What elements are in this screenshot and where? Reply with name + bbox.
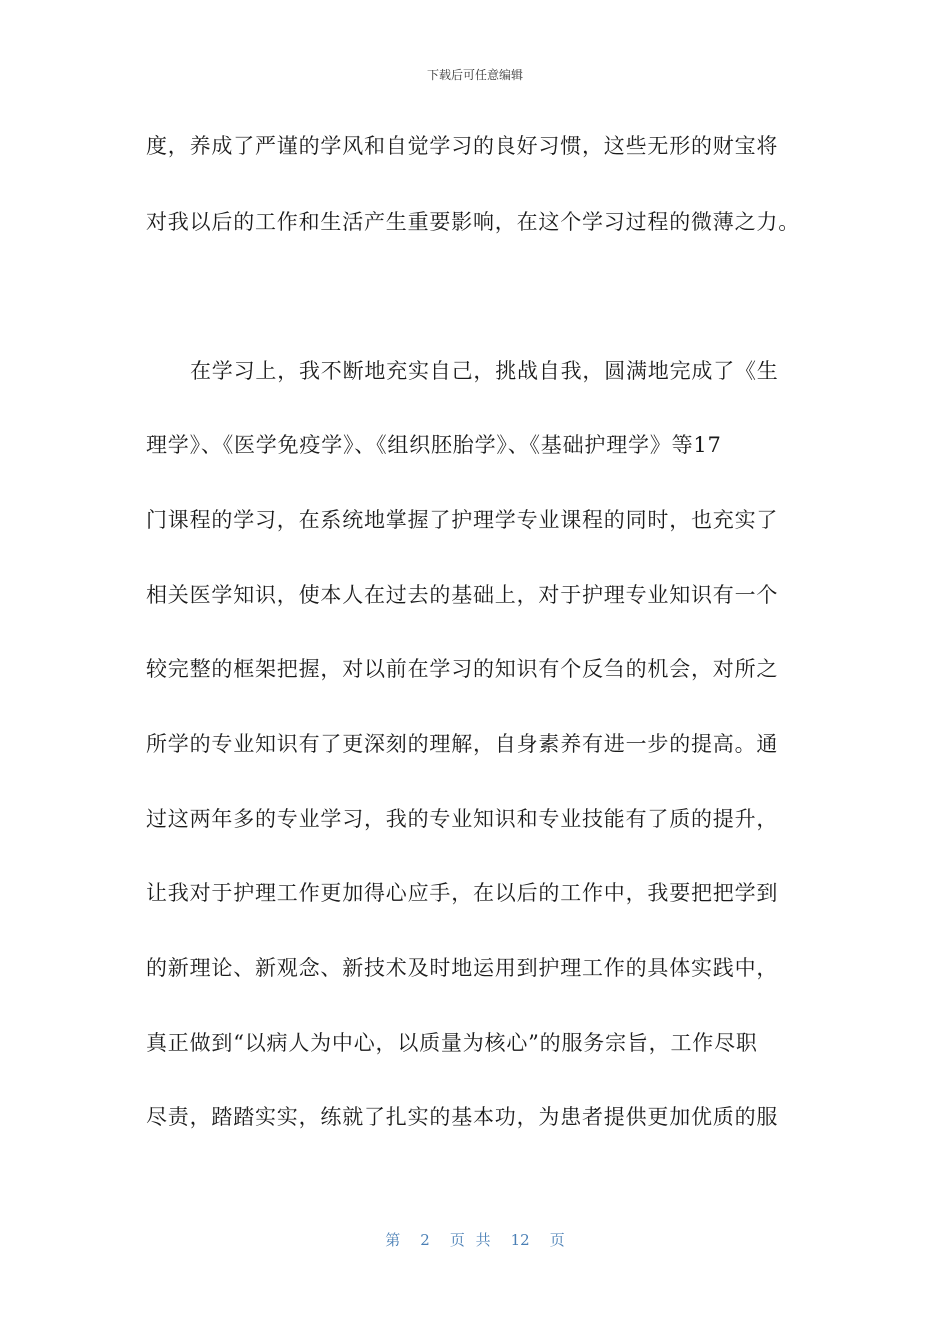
body-line: 门课程的学习，在系统地掌握了护理学专业课程的同时，也充实了 bbox=[146, 508, 779, 532]
current-page-number: 2 bbox=[420, 1231, 430, 1249]
body-line: 尽责，踏踏实实，练就了扎实的基本功，为患者提供更加优质的服 bbox=[146, 1105, 779, 1129]
page-header-note: 下载后可任意编辑 bbox=[426, 68, 523, 82]
body-line: 度，养成了严谨的学风和自觉学习的良好习惯，这些无形的财宝将 bbox=[146, 134, 779, 158]
page-label-prefix: 第 bbox=[385, 1231, 401, 1249]
page-label-suffix: 页 bbox=[549, 1231, 565, 1249]
body-line: 理学》、《医学免疫学》、《组织胚胎学》、《基础护理学》等17 bbox=[146, 433, 722, 457]
page-number-footer bbox=[0, 1229, 950, 1250]
body-line: 较完整的框架把握，对以前在学习的知识有个反刍的机会，对所之 bbox=[146, 657, 779, 681]
body-line: 对我以后的工作和生活产生重要影响，在这个学习过程的微薄之力。 bbox=[146, 210, 800, 234]
body-line: 所学的专业知识有了更深刻的理解，自身素养有进一步的提高。通 bbox=[146, 732, 779, 756]
body-line: 相关医学知识，使本人在过去的基础上，对于护理专业知识有一个 bbox=[146, 583, 779, 607]
body-line: 让我对于护理工作更加得心应手，在以后的工作中，我要把把学到 bbox=[146, 881, 779, 905]
body-line: 在学习上，我不断地充实自己，挑战自我，圆满地完成了《生 bbox=[190, 359, 779, 383]
page-label-mid: 页 共 bbox=[449, 1231, 491, 1249]
total-pages-number: 12 bbox=[510, 1231, 530, 1249]
body-line: 真正做到“以病人为中心，以质量为核心”的服务宗旨，工作尽职 bbox=[146, 1031, 758, 1055]
body-line: 过这两年多的专业学习，我的专业知识和专业技能有了质的提升， bbox=[146, 807, 779, 831]
body-line: 的新理论、新观念、新技术及时地运用到护理工作的具体实践中， bbox=[146, 956, 779, 980]
